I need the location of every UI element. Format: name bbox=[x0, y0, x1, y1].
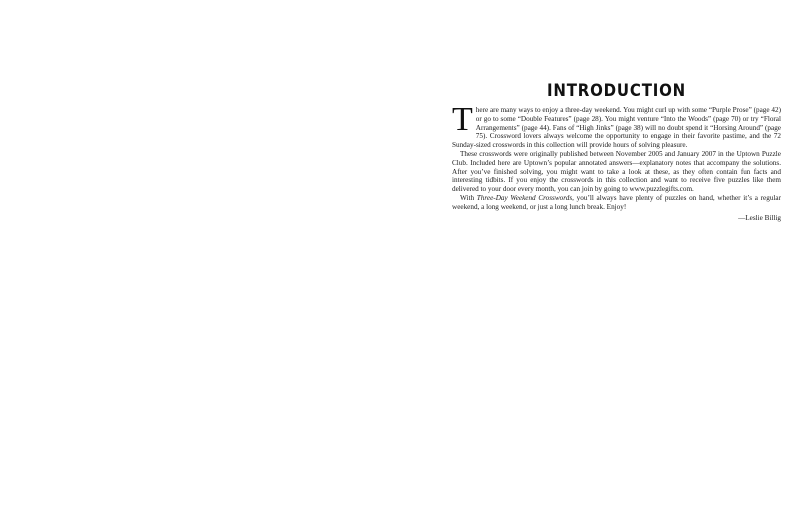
paragraph-2: These crosswords were originally published between November 2005 and January 2007 in the Uptown Puzzle Club. Included here are Uptown’s popular annotated answers—explanatory notes that accompany the solutions. After you’ve finished solving, you might want to take a look at these, as they often contain fun facts and interesting tidbits. If you enjoy the crosswords in this collection and want to receive five puzzles like them delivered to your door every month, you can join by going to www.puzzlegifts.com. bbox=[452, 149, 781, 194]
introduction-page bbox=[452, 80, 781, 222]
paragraph-1 bbox=[452, 101, 781, 150]
book-title-italic: Three-Day Weekend Crosswords bbox=[476, 193, 573, 202]
author-signature: —Leslie Billig bbox=[738, 213, 781, 222]
paragraph-3-start: With bbox=[460, 193, 477, 202]
page-title: INTRODUCTION bbox=[546, 80, 687, 101]
paragraph-3-end: , you’ll always have plenty of puzzles on hand, whether it’s a regular weekend, a long weekend, or just a long lunch break. Enjoy! bbox=[452, 193, 782, 211]
paragraph-1-text: here are many ways to enjoy a three-day weekend. You might curl up with some “Purple Prose” (page 42) or go to some “Double Features” (page 28). You might venture “Into the Woods” (page 70) or try “Floral Arrangements” (page 44). Fans of “High Jinks” (page 38) will no doubt spend it “Horsing Around” (page 75). Crossword lovers always welcome the opportunity to engage in their favorite pastime, and the 72 Sunday-sized crosswords in this collection will provide hours of solving pleasure. bbox=[452, 106, 781, 150]
drop-cap: T bbox=[452, 101, 473, 138]
paragraph-3 bbox=[452, 194, 781, 212]
introduction-body bbox=[452, 101, 782, 222]
